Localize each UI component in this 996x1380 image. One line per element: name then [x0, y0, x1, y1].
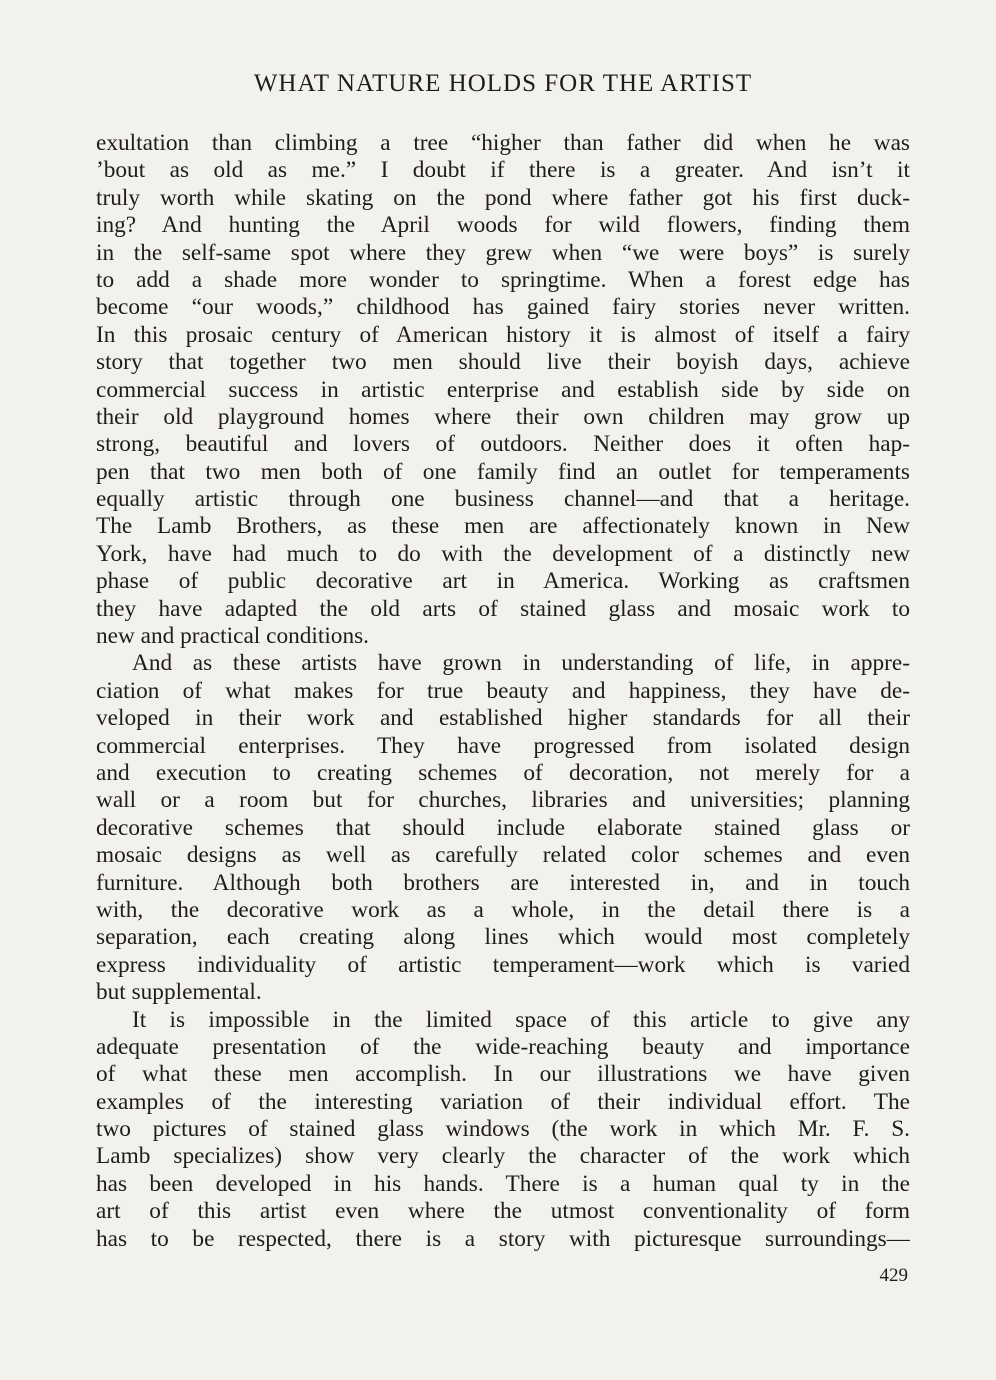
text-line: In this prosaic century of American history it is almost of itself a fairy — [96, 321, 910, 348]
text-line: wall or a room but for churches, libraries and universities; planning — [96, 787, 910, 814]
text-line: ciation of what makes for true beauty and happiness, they have de- — [96, 677, 910, 704]
text-line: commercial enterprises. They have progressed from isolated design — [96, 732, 910, 759]
text-line: Lamb specializes) show very clearly the character of the work which — [96, 1143, 910, 1170]
text-line: equally artistic through one business channel—and that a heritage. — [96, 486, 910, 513]
text-line: has been developed in his hands. There is a human qual ty in the — [96, 1170, 910, 1197]
text-line: strong, beautiful and lovers of outdoors. Neither does it often hap- — [96, 431, 910, 458]
text-line: ’bout as old as me.” I doubt if there is a greater. And isn’t it — [96, 157, 910, 184]
paragraph-end-line: new and practical conditions. — [96, 623, 369, 650]
paragraph-end-line: but supplemental. — [96, 979, 262, 1006]
text-line: examples of the interesting variation of their individual effort. The — [96, 1088, 910, 1115]
text-line: ing? And hunting the April woods for wild flowers, finding them — [96, 212, 910, 239]
text-line: commercial success in artistic enterprise and establish side by side on — [96, 376, 910, 403]
article-body — [96, 130, 910, 1253]
text-line: in the self-same spot where they grew when “we were boys” is surely — [96, 239, 910, 266]
text-line: they have adapted the old arts of stained glass and mosaic work to — [96, 595, 910, 622]
text-line: veloped in their work and established higher standards for all their — [96, 705, 910, 732]
paragraph-start-line: It is impossible in the limited space of this article to give any — [132, 1006, 910, 1033]
paragraph-start-line: And as these artists have grown in understanding of life, in appre- — [132, 650, 910, 677]
text-line: The Lamb Brothers, as these men are affectionately known in New — [96, 513, 910, 540]
text-line: their old playground homes where their own children may grow up — [96, 403, 910, 430]
text-line: has to be respected, there is a story with picturesque surroundings— — [96, 1225, 910, 1252]
text-line: exultation than climbing a tree “higher than father did when he was — [96, 130, 910, 156]
text-line: decorative schemes that should include elaborate stained glass or — [96, 814, 910, 841]
text-line: of what these men accomplish. In our illustrations we have given — [96, 1061, 910, 1088]
text-line: separation, each creating along lines which would most completely — [96, 924, 910, 951]
text-line: truly worth while skating on the pond where father got his first duck- — [96, 184, 910, 211]
text-line: and execution to creating schemes of decoration, not merely for a — [96, 759, 910, 786]
text-line: mosaic designs as well as carefully related color schemes and even — [96, 842, 910, 869]
page-number: 429 — [879, 1265, 908, 1286]
text-line: art of this artist even where the utmost conventionality of form — [96, 1198, 910, 1225]
text-line: become “our woods,” childhood has gained fairy stories never written. — [96, 294, 910, 321]
text-line: to add a shade more wonder to springtime. When a forest edge has — [96, 266, 910, 293]
text-line: story that together two men should live their boyish days, achieve — [96, 349, 910, 376]
text-line: York, have had much to do with the development of a distinctly new — [96, 540, 910, 567]
text-line: phase of public decorative art in America. Working as craftsmen — [96, 568, 910, 595]
text-line: express individuality of artistic temperament—work which is varied — [96, 951, 910, 978]
text-line: with, the decorative work as a whole, in the detail there is a — [96, 896, 910, 923]
running-title: WHAT NATURE HOLDS FOR THE ARTIST — [253, 70, 753, 97]
text-line: adequate presentation of the wide-reaching beauty and importance — [96, 1033, 910, 1060]
text-line: two pictures of stained glass windows (the work in which Mr. F. S. — [96, 1116, 910, 1143]
text-line: furniture. Although both brothers are interested in, and in touch — [96, 869, 910, 896]
text-line: pen that two men both of one family find an outlet for temperaments — [96, 458, 910, 485]
